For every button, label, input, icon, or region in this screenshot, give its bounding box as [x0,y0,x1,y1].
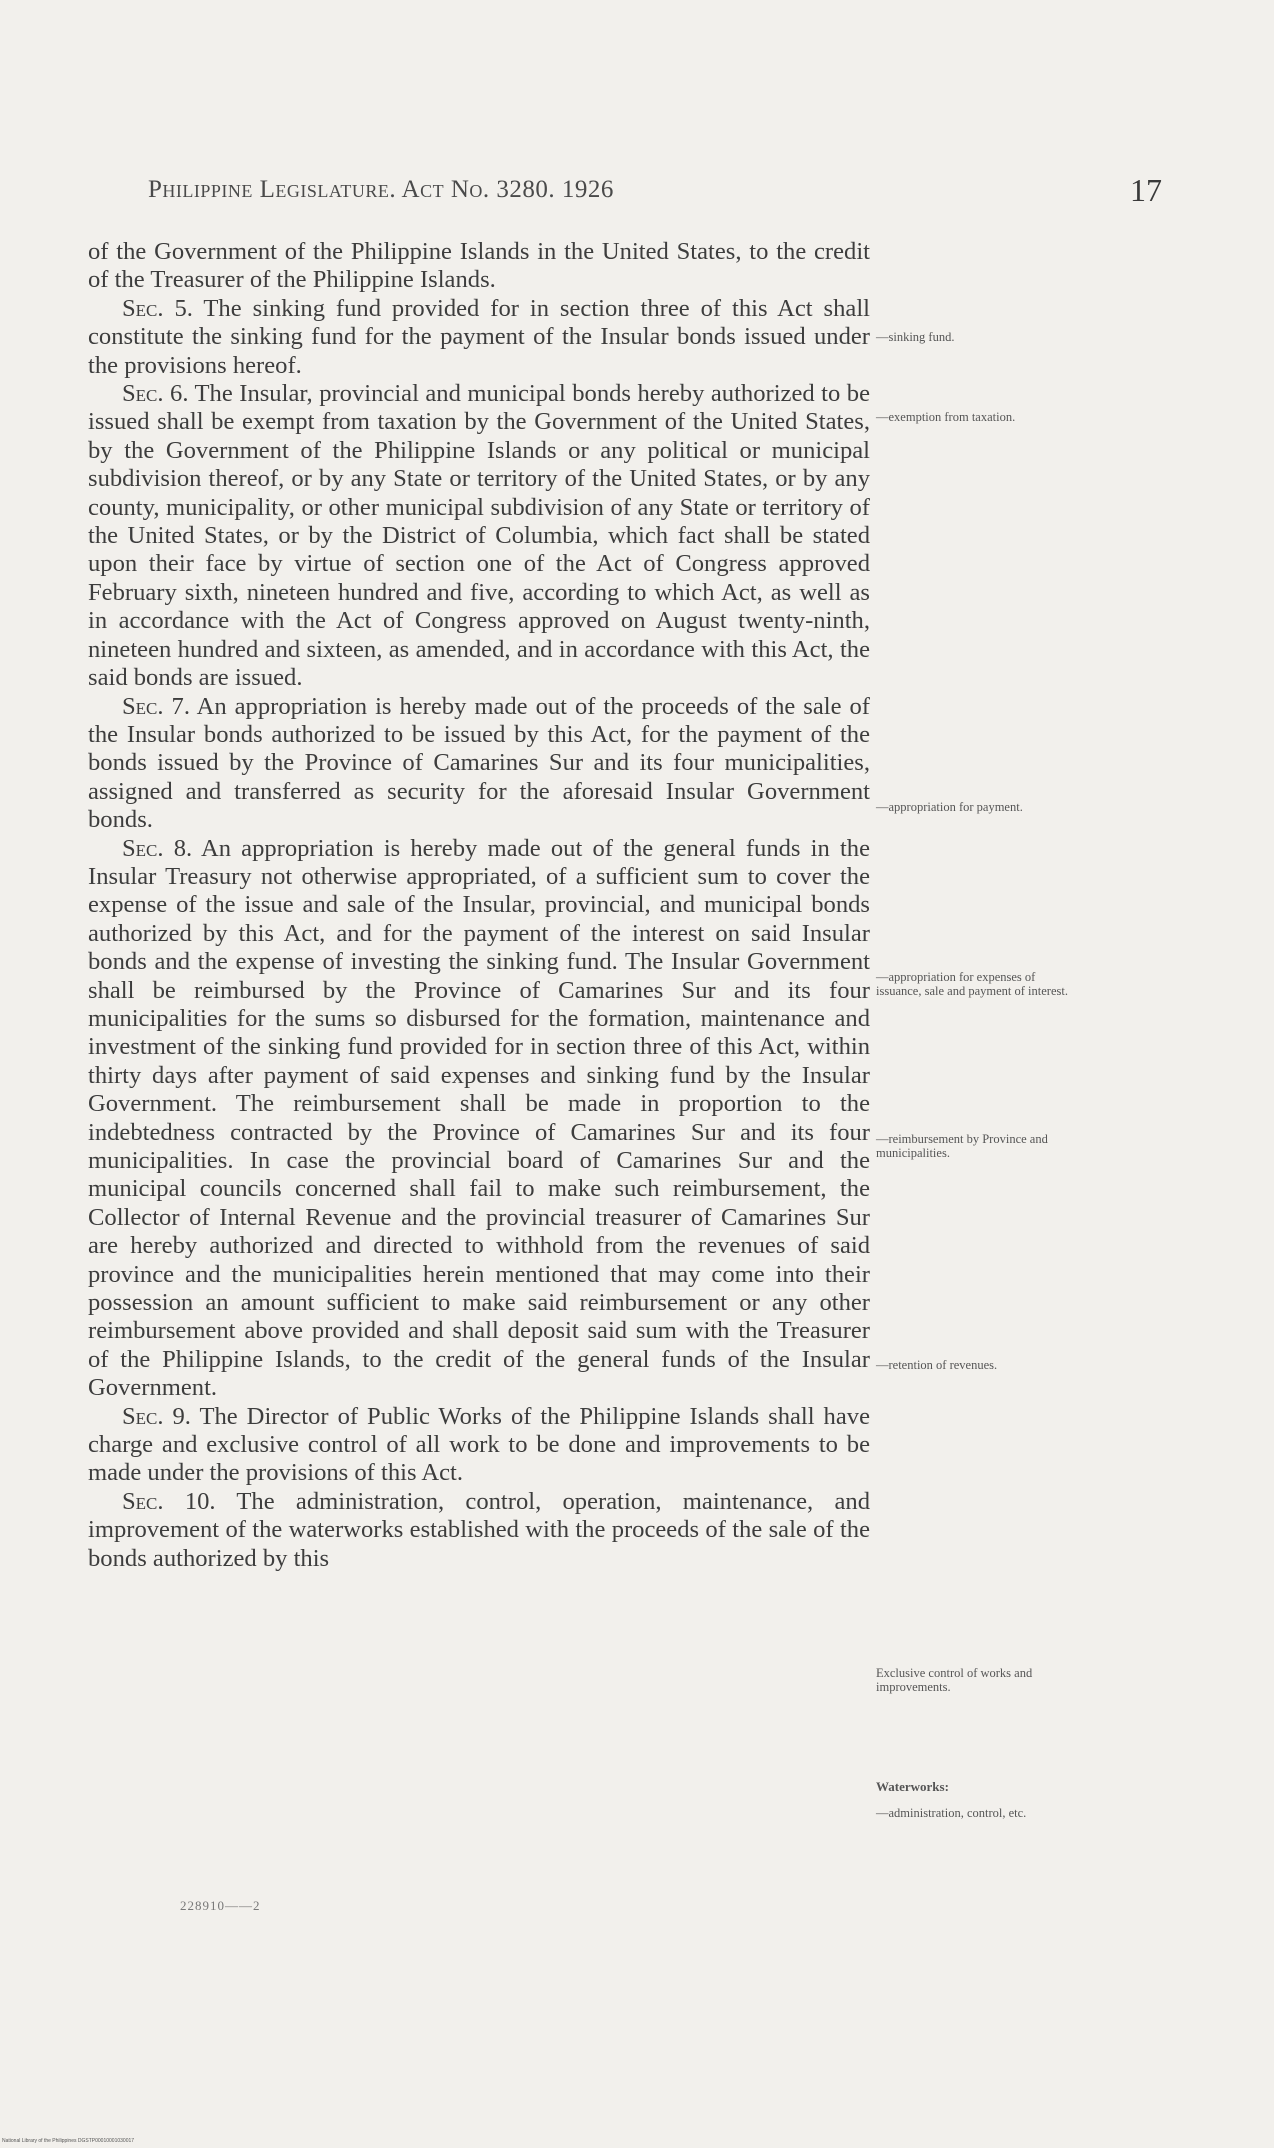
margin-note-appropriation-expenses: —appropriation for expenses of issuance, sale and payment of interest. [876,970,1068,998]
paragraph-text: The Director of Public Works of the Philippine Islands shall have charge and exclusive control of all work to be done and improvements to be made under the provisions of this Act. [88,1402,870,1487]
paragraph-text: An appropriation is hereby made out of the general funds in the Insular Treasury not otherwise appropriated, of a sufficient sum to cover the expense of the issue and sale of the Insular, provincial, and municipal bonds authorized by this Act, and for the payment of the interest on said Insular bonds and the expense of investing the sinking fund. The Insular Government shall be reimbursed by the Province of Camarines Sur and its four municipalities for the sums so disbursed for the formation, maintenance and investment of the sinking fund provided for in section three of this Act, within thirty days after payment of said expenses and sinking fund by the Insular Government. The reimbursement shall be made in proportion to the indebtedness contracted by the Province of Camarines Sur and its four municipalities. In case the provincial board of Camarines Sur and the municipal councils concerned shall fail to make such reimbursement, the Collector of Internal Revenue and the provincial treasurer of Camarines Sur are hereby authorized and directed to withhold from the revenues of said province and the municipalities herein mentioned that may come into their possession an amount sufficient to make said reimbursement or any other reimbursement above provided and shall deposit said sum with the Treasurer of the Philippine Islands, to the credit of the general funds of the Insular Government. [88,834,870,1402]
margin-note-waterworks: Waterworks: [876,1779,949,1794]
body-text [88,238,870,1573]
paragraph-text: The sinking fund provided for in section three of this Act shall constitute the sinking fund for the payment of the Insular bonds issued under the provisions hereof. [88,294,870,379]
paragraph-sec-9 [88,1403,870,1488]
scan-credit: National Library of the Philippines DGSTP00010001030017 [2,2138,135,2144]
paragraph-sec-10 [88,1488,870,1573]
running-head: Philippine Legislature. Act No. 3280. 1926 [148,176,614,203]
section-label: Sec. 7. [122,692,190,720]
margin-note-reimbursement: —reimbursement by Province and municipalities. [876,1132,1048,1160]
margin-note-administration: —administration, control, etc. [876,1806,1027,1820]
margin-note-appropriation-payment: —appropriation for payment. [876,800,1023,814]
section-label: Sec. 9. [122,1402,191,1430]
page-number: 17 [1130,172,1162,208]
paragraph-text: The Insular, provincial and municipal bonds hereby authorized to be issued shall be exempt from taxation by the Government of the United States, by the Government of the Philippine Islands or any political or municipal subdivision thereof, or by any State or territory of the United States, or by any county, municipality, or other municipal subdivision of any State or territory of the United States, or by the District of Columbia, which fact shall be stated upon their face by virtue of section one of the Act of Congress approved February sixth, nineteen hundred and five, according to which Act, as well as in accordance with the Act of Congress approved on August twenty-ninth, nineteen hundred and sixteen, as amended, and in accordance with this Act, the said bonds are issued. [88,380,870,692]
section-label: Sec. 6. [122,380,189,408]
section-label: Sec. 10. [122,1487,216,1515]
paragraph-sec-8 [88,835,870,1403]
paragraph-text: of the Government of the Philippine Islands in the United States, to the credit of the Treasurer of the Philippine Islands. [88,238,870,294]
margin-note-exemption: —exemption from taxation. [876,410,1016,424]
section-label: Sec. 5. [122,294,193,322]
paragraph-text: The administration, control, operation, maintenance, and improvement of the waterworks established with the proceeds of the sale of the bonds authorized by this [88,1487,870,1572]
margin-note-exclusive-control: Exclusive control of works and improvements. [876,1666,1033,1694]
paragraph-text: An appropriation is hereby made out of the proceeds of the sale of the Insular bonds authorized to be issued by this Act, for the payment of the bonds issued by the Province of Camarines Sur and its four municipalities, assigned and transferred as security for the aforesaid Insular Government bonds. [88,692,870,834]
paragraph-continuation [88,238,870,295]
section-label: Sec. 8. [122,834,193,862]
paragraph-sec-5 [88,295,870,380]
paragraph-sec-7 [88,693,870,835]
margin-note-sinking-fund: —sinking fund. [876,330,955,344]
paragraph-sec-6 [88,380,870,692]
print-code: 228910——2 [180,1898,261,1913]
margin-note-retention: —retention of revenues. [876,1358,998,1372]
